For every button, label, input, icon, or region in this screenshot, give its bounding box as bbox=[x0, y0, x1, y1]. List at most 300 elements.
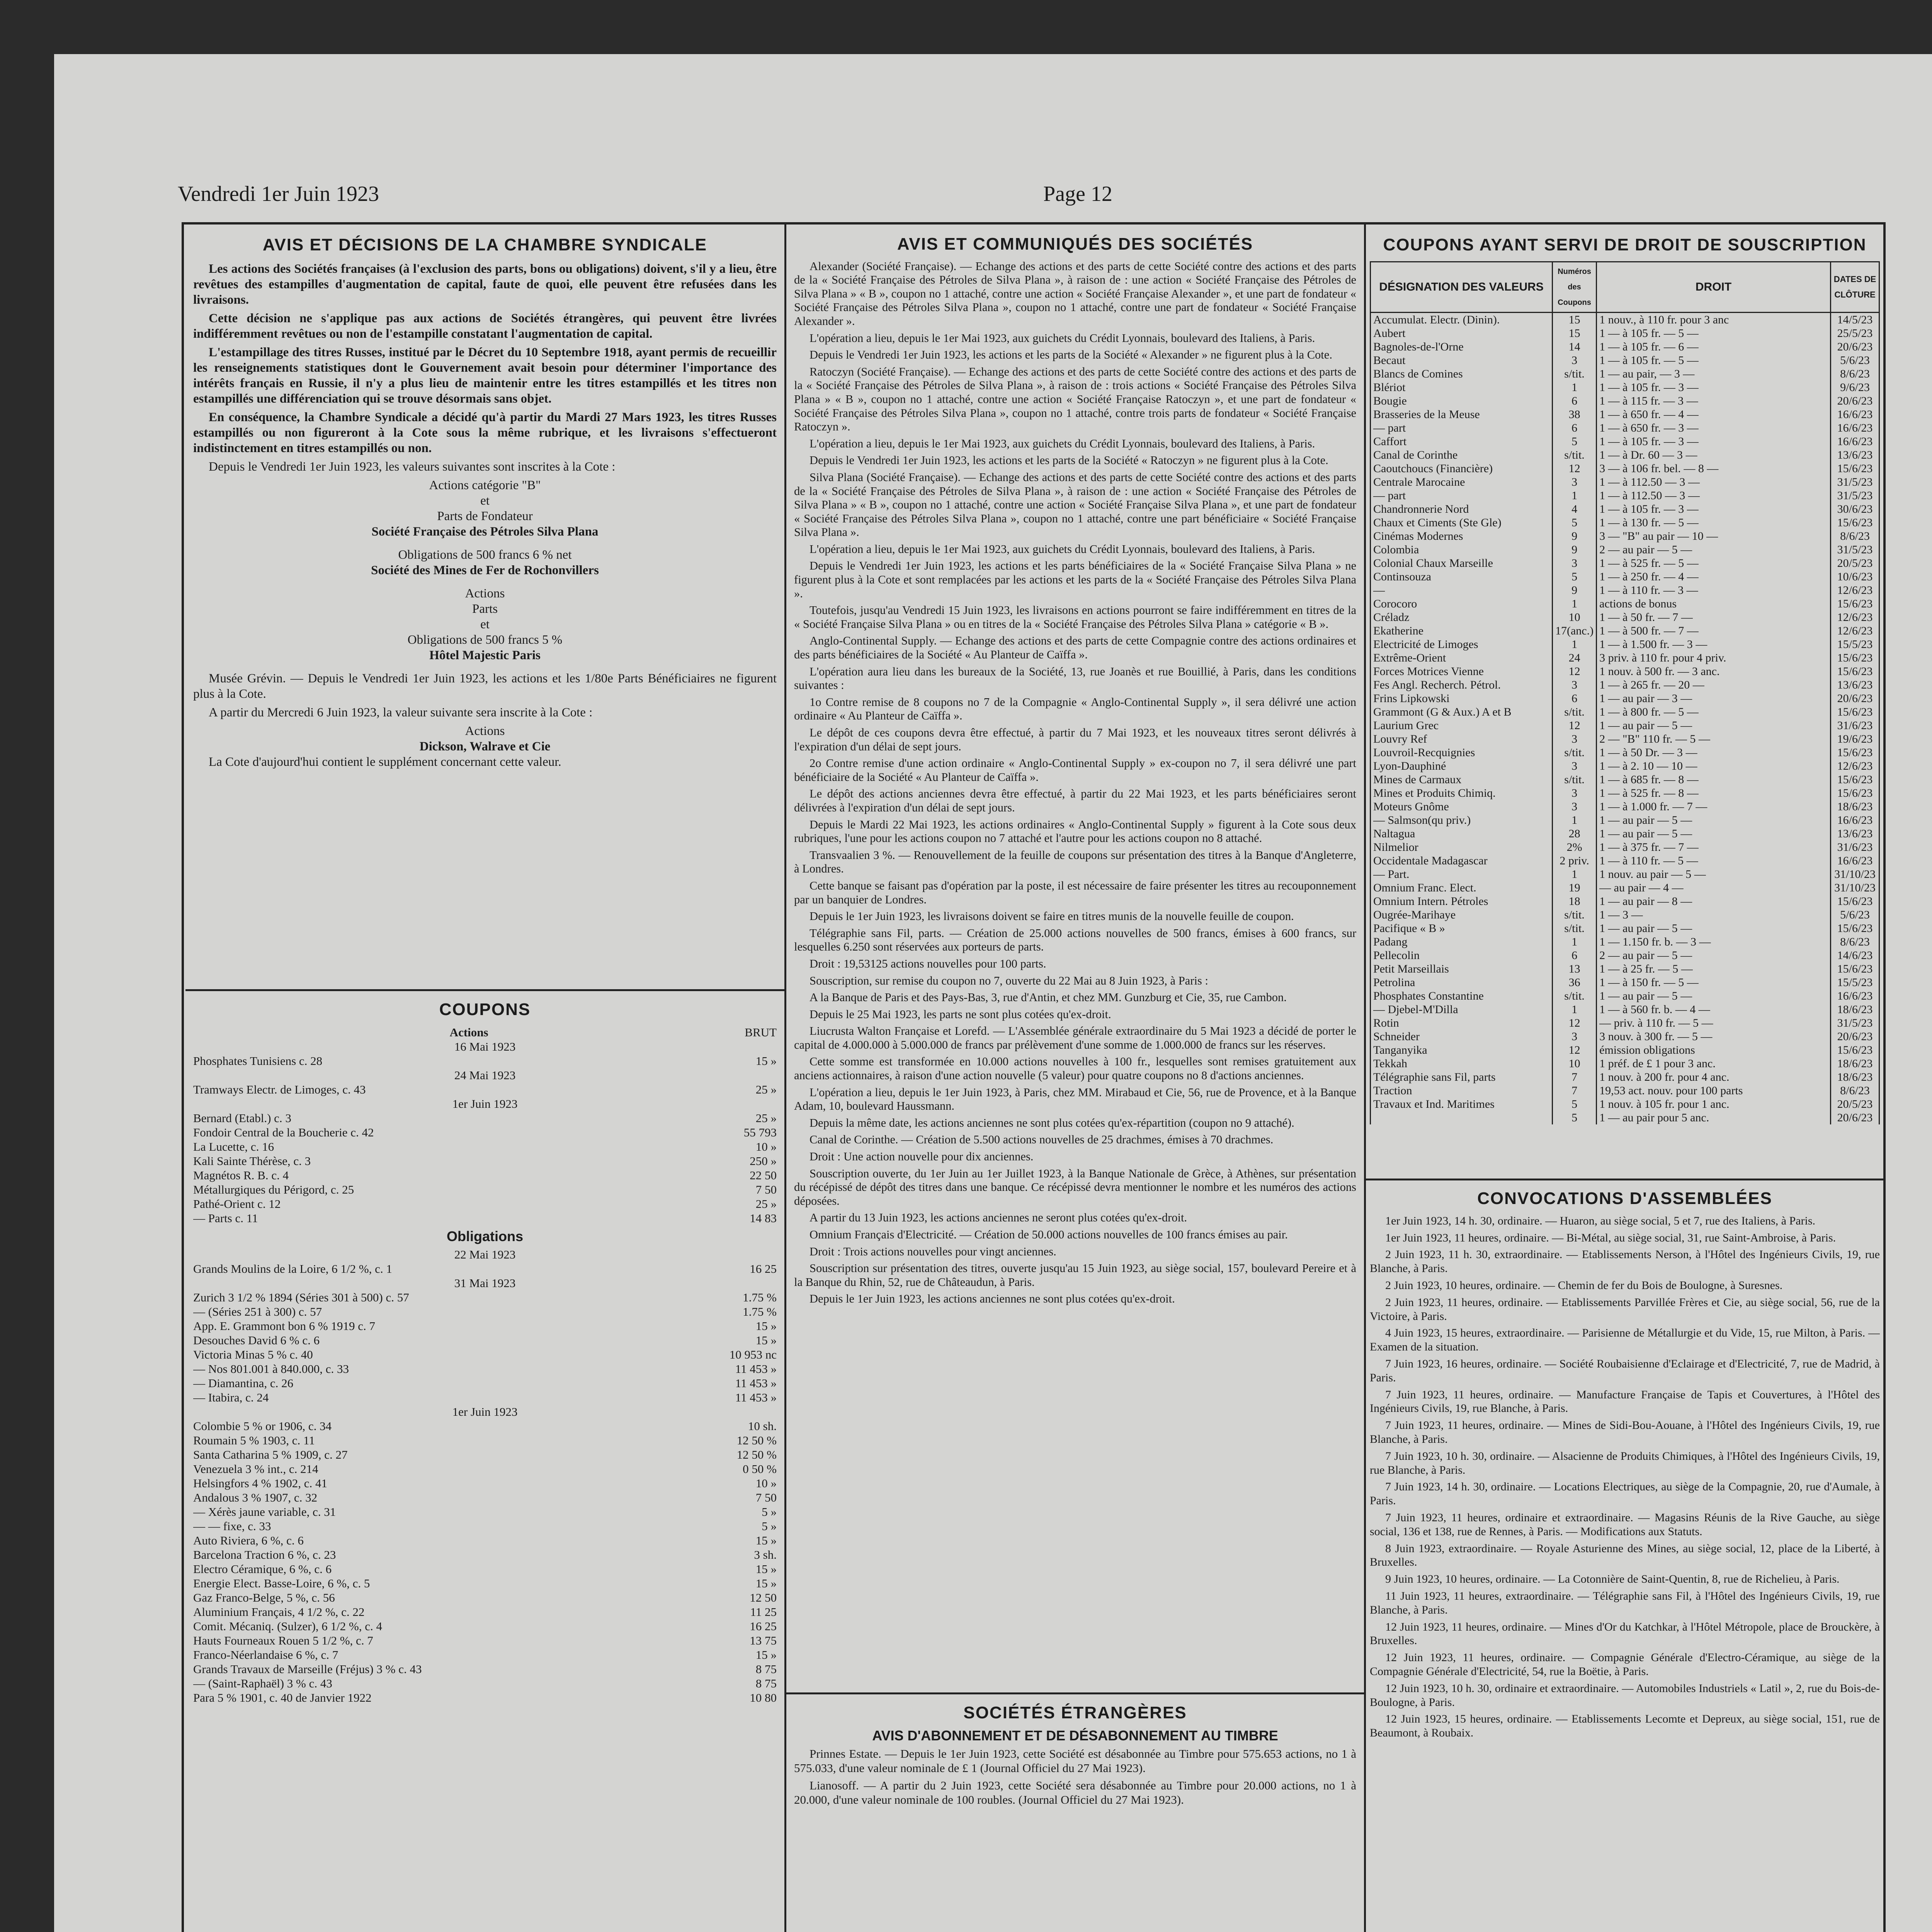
date-line: 1er Juin 1923 bbox=[452, 1097, 518, 1111]
droit-cell: 1 — à 265 fr. — 20 — bbox=[1597, 678, 1831, 692]
coupon-name: Kali Sainte Thérèse, c. 3 bbox=[193, 1154, 311, 1168]
paragraph: Ratoczyn (Société Française). — Echange des actions et des parts de cette Société contre des actions et des parts de la « Société Française des Pétroles de Silva Plana », à raison de : trois actions « Société Française des Pétroles Silva Plana » « B », coupon no 1 attaché, contre une action « Société Française Ratoczyn », et une part de fondateur « Société Française des Pétroles Silva Plana », coupon no 1 attaché, contre trois parts de fondateur « Société Française Ratoczyn ». bbox=[794, 365, 1356, 434]
designation-cell: Pacifique « B » bbox=[1371, 922, 1553, 935]
droit-cell: 1 — au pair — 5 — bbox=[1597, 813, 1831, 827]
conv-rule bbox=[1366, 1179, 1884, 1180]
droit-cell: émission obligations bbox=[1597, 1043, 1831, 1057]
paragraph: Transvaalien 3 %. — Renouvellement de la feuille de coupons sur présentation des titres à la Banque d'Angleterre, à Londres. bbox=[794, 848, 1356, 876]
paragraph: Depuis le 25 Mai 1923, les parts ne sont plus cotées qu'ex-droit. bbox=[810, 1007, 1111, 1021]
designation-cell: Bagnoles-de-l'Orne bbox=[1371, 340, 1553, 354]
centered-line: Actions bbox=[465, 587, 505, 600]
droit-cell: 1 nouv. au pair — 5 — bbox=[1597, 867, 1831, 881]
droit-cell: 1 — à 105 fr. — 5 — bbox=[1597, 327, 1831, 340]
droit-title: COUPONS AYANT SERVI DE DROIT DE SOUSCRIPTION bbox=[1383, 235, 1867, 254]
paragraph: 7 Juin 1923, 11 heures, ordinaire et extraordinaire. — Magasins Réunis de la Rive Gauche, au siège social, 136 et 138, rue de Rennes, à Paris. — Modifications aux Statuts. bbox=[1370, 1511, 1880, 1538]
coupon-name: — Itabira, c. 24 bbox=[193, 1391, 269, 1404]
coupon-row bbox=[193, 1362, 777, 1376]
col-header: DÉSIGNATION DES VALEURS bbox=[1371, 262, 1553, 313]
designation-cell: Omnium Intern. Pétroles bbox=[1371, 895, 1553, 908]
designation-cell: Caoutchoucs (Financière) bbox=[1371, 462, 1553, 475]
date-cell: 8/6/23 bbox=[1831, 935, 1879, 949]
table-row bbox=[1371, 813, 1879, 827]
designation-cell: — part bbox=[1371, 489, 1553, 502]
droit-cell: 19,53 act. nouv. pour 100 parts bbox=[1597, 1084, 1831, 1097]
coupon-amount: 7 50 bbox=[755, 1491, 777, 1504]
coupon-name: La Lucette, c. 16 bbox=[193, 1140, 274, 1153]
table-row bbox=[1371, 1070, 1879, 1084]
header-page: Page 12 bbox=[1043, 182, 1112, 206]
paragraph: Le dépôt des actions anciennes devra être effectué, à partir du 22 Mai 1923, et les parts bénéficiaires seront délivrées à l'expiration d'un délai de sept jours. bbox=[794, 787, 1356, 814]
numero-cell: 3 bbox=[1553, 786, 1597, 800]
numero-cell: 1 bbox=[1553, 638, 1597, 651]
coupon-name: — Xérès jaune variable, c. 31 bbox=[193, 1505, 336, 1519]
table-row bbox=[1371, 421, 1879, 435]
droit-cell: 1 — à 112.50 — 3 — bbox=[1597, 489, 1831, 502]
table-row bbox=[1371, 962, 1879, 976]
numero-cell: 7 bbox=[1553, 1070, 1597, 1084]
table-row bbox=[1371, 1043, 1879, 1057]
paragraph: L'opération aura lieu dans les bureaux de la Société, 13, rue Joanès et rue Bouillié, à Paris, dans les conditions suivantes : bbox=[794, 665, 1356, 692]
convocations-title: CONVOCATIONS D'ASSEMBLÉES bbox=[1477, 1189, 1772, 1208]
coupon-name: App. E. Grammont bon 6 % 1919 c. 7 bbox=[193, 1319, 375, 1333]
designation-cell: Nilmelior bbox=[1371, 840, 1553, 854]
date-cell: 15/6/23 bbox=[1831, 962, 1879, 976]
paragraph: 7 Juin 1923, 14 h. 30, ordinaire. — Locations Electriques, au siège de la Compagnie, 20, rue d'Aumale, à Paris. bbox=[1370, 1480, 1880, 1507]
coupon-row bbox=[193, 1562, 777, 1576]
coupon-amount: 15 » bbox=[755, 1562, 777, 1576]
date-line: 24 Mai 1923 bbox=[454, 1068, 516, 1082]
droit-cell: 1 — à 105 fr. — 3 — bbox=[1597, 502, 1831, 516]
table-row bbox=[1371, 327, 1879, 340]
coupon-name: Helsingfors 4 % 1902, c. 41 bbox=[193, 1476, 327, 1490]
coupon-name: — Nos 801.001 à 840.000, c. 33 bbox=[193, 1362, 349, 1376]
droit-cell: 1 — à 50 fr. — 7 — bbox=[1597, 611, 1831, 624]
numero-cell: 6 bbox=[1553, 949, 1597, 962]
table-row bbox=[1371, 516, 1879, 529]
designation-cell: Moteurs Gnôme bbox=[1371, 800, 1553, 813]
table-row bbox=[1371, 367, 1879, 381]
coupon-name: Energie Elect. Basse-Loire, 6 %, c. 5 bbox=[193, 1577, 370, 1590]
avis-chambre-section bbox=[193, 232, 777, 985]
coupon-row bbox=[193, 1139, 777, 1154]
coupon-name: Barcelona Traction 6 %, c. 23 bbox=[193, 1548, 336, 1561]
centered-line: Société Française des Pétroles Silva Plana bbox=[371, 525, 599, 539]
date-line: 1er Juin 1923 bbox=[452, 1405, 518, 1418]
table-row bbox=[1371, 489, 1879, 502]
paragraph: 2 Juin 1923, 11 heures, ordinaire. — Etablissements Parvillée Frères et Cie, au siège social, 56, rue de la Victoire, à Paris. bbox=[1370, 1296, 1880, 1323]
numero-cell: 1 bbox=[1553, 489, 1597, 502]
coupon-amount: 25 » bbox=[755, 1197, 777, 1211]
coupon-amount: 15 » bbox=[755, 1648, 777, 1662]
communiques-title: AVIS ET COMMUNIQUÉS DES SOCIÉTÉS bbox=[897, 235, 1253, 253]
paragraph: 12 Juin 1923, 10 h. 30, ordinaire et extraordinaire. — Automobiles Industriels « Latil », 2, rue du Bois-de-Boulogne, à Paris. bbox=[1370, 1682, 1880, 1709]
coupon-list bbox=[193, 1054, 777, 1068]
droit-cell: 2 — "B" 110 fr. — 5 — bbox=[1597, 732, 1831, 746]
actions-label: Actions bbox=[449, 1026, 488, 1039]
newspaper-page bbox=[54, 54, 1932, 1932]
coupon-name: Para 5 % 1901, c. 40 de Janvier 1922 bbox=[193, 1691, 372, 1704]
coupon-name: Franco-Néerlandaise 6 %, c. 7 bbox=[193, 1648, 338, 1662]
droit-cell: 1 — au pair — 5 — bbox=[1597, 989, 1831, 1003]
table-row bbox=[1371, 746, 1879, 759]
coupon-list bbox=[193, 1082, 777, 1097]
col-header: DATES DE CLÔTURE bbox=[1831, 262, 1879, 313]
coupon-amount: 15 » bbox=[755, 1319, 777, 1333]
centered-line: et bbox=[480, 617, 490, 631]
droit-cell: 1 — à 525 fr. — 5 — bbox=[1597, 556, 1831, 570]
paragraph: 8 Juin 1923, extraordinaire. — Royale Asturienne des Mines, au siège social, 12, place de la Liberté, à Bruxelles. bbox=[1370, 1542, 1880, 1569]
date-cell: 20/6/23 bbox=[1831, 1030, 1879, 1043]
numero-cell: 14 bbox=[1553, 340, 1597, 354]
date-cell: 12/6/23 bbox=[1831, 611, 1879, 624]
paragraph: Télégraphie sans Fil, parts. — Création de 25.000 actions nouvelles de 500 francs, émises à 600 francs, sur lesquelles 6.250 sont réservées aux porteurs de parts. bbox=[794, 926, 1356, 954]
coupon-name: Hauts Fourneaux Rouen 5 1/2 %, c. 7 bbox=[193, 1634, 373, 1647]
coupon-amount: 11 453 » bbox=[735, 1376, 777, 1390]
date-cell: 9/6/23 bbox=[1831, 381, 1879, 394]
paragraph: L'opération a lieu, depuis le 1er Juin 1923, à Paris, chez MM. Mirabaud et Cie, 56, rue de Provence, et à la Banque Adam, 10, boulevard Haussmann. bbox=[794, 1085, 1356, 1113]
coupon-row bbox=[193, 1476, 777, 1490]
droit-cell: 1 — à 685 fr. — 8 — bbox=[1597, 773, 1831, 786]
brut-label: BRUT bbox=[745, 1026, 777, 1039]
table-row bbox=[1371, 840, 1879, 854]
centered-line: Actions catégorie "B" bbox=[429, 478, 541, 492]
numero-cell: s/tit. bbox=[1553, 922, 1597, 935]
date-cell: 8/6/23 bbox=[1831, 367, 1879, 381]
date-cell: 13/6/23 bbox=[1831, 827, 1879, 840]
numero-cell: 2% bbox=[1553, 840, 1597, 854]
designation-cell: Occidentale Madagascar bbox=[1371, 854, 1553, 867]
table-row bbox=[1371, 949, 1879, 962]
numero-cell: s/tit. bbox=[1553, 908, 1597, 922]
date-cell: 18/6/23 bbox=[1831, 1003, 1879, 1016]
coupon-amount: 14 83 bbox=[750, 1211, 777, 1225]
table-row bbox=[1371, 732, 1879, 746]
droit-cell: 1 — au pair — 3 — bbox=[1597, 692, 1831, 705]
coupon-amount: 12 50 % bbox=[736, 1434, 777, 1447]
designation-cell: Electricité de Limoges bbox=[1371, 638, 1553, 651]
coupon-amount: 10 » bbox=[755, 1140, 777, 1153]
coupon-row bbox=[193, 1447, 777, 1462]
date-cell: 31/6/23 bbox=[1831, 840, 1879, 854]
date-cell: 18/6/23 bbox=[1831, 1057, 1879, 1070]
coupon-name: Fondoir Central de la Boucherie c. 42 bbox=[193, 1126, 374, 1139]
droit-cell: 1 — à 560 fr. b. — 4 — bbox=[1597, 1003, 1831, 1016]
numero-cell: 3 bbox=[1553, 475, 1597, 489]
droit-cell: 1 — au pair — 5 — bbox=[1597, 827, 1831, 840]
numero-cell: 17(anc.) bbox=[1553, 624, 1597, 638]
centered-line: Obligations de 500 francs 6 % net bbox=[398, 548, 572, 562]
communiques-section bbox=[794, 232, 1356, 1689]
designation-cell: Créladz bbox=[1371, 611, 1553, 624]
numero-cell: s/tit. bbox=[1553, 448, 1597, 462]
paragraph: A partir du Mercredi 6 Juin 1923, la valeur suivante sera inscrite à la Cote : bbox=[209, 706, 593, 719]
date-cell: 16/6/23 bbox=[1831, 989, 1879, 1003]
designation-cell: Phosphates Constantine bbox=[1371, 989, 1553, 1003]
droit-cell: 1 — à 105 fr. — 6 — bbox=[1597, 340, 1831, 354]
designation-cell bbox=[1371, 1111, 1553, 1124]
droit-cell: 1 — à 650 fr. — 4 — bbox=[1597, 408, 1831, 421]
table-row bbox=[1371, 665, 1879, 678]
date-cell: 15/6/23 bbox=[1831, 705, 1879, 719]
date-cell: 15/6/23 bbox=[1831, 462, 1879, 475]
designation-cell: Louvry Ref bbox=[1371, 732, 1553, 746]
designation-cell: Travaux et Ind. Maritimes bbox=[1371, 1097, 1553, 1111]
numero-cell: 15 bbox=[1553, 327, 1597, 340]
droit-cell: 1 — à 105 fr. — 3 — bbox=[1597, 435, 1831, 448]
numero-cell: 4 bbox=[1553, 502, 1597, 516]
coupon-row bbox=[193, 1304, 777, 1319]
designation-cell: Aubert bbox=[1371, 327, 1553, 340]
paragraph: Silva Plana (Société Française). — Echange des actions et des parts de cette Société contre des actions et des parts de la « Société Française des Pétroles de Silva Plana », à raison de : une action « Société Française des Pétroles de Silva Plana » « B », coupon no 1 attaché, contre une action « Société Française Silva Plana », et une part de fondateur « Société Française des Pétroles Silva Plana », coupon no 1 attaché, contre une part bénéficiaire « Société Française Silva Plana ». bbox=[794, 470, 1356, 539]
designation-cell: — Salmson(qu priv.) bbox=[1371, 813, 1553, 827]
paragraph: 7 Juin 1923, 11 heures, ordinaire. — Manufacture Française de Tapis et Couvertures, à l'Hôtel des Ingénieurs Civils, 19, rue Blanche, à Paris. bbox=[1370, 1388, 1880, 1415]
numero-cell: 1 bbox=[1553, 597, 1597, 611]
date-cell: 16/6/23 bbox=[1831, 813, 1879, 827]
droit-section bbox=[1370, 232, 1880, 1175]
date-cell: 18/6/23 bbox=[1831, 1070, 1879, 1084]
coupon-list bbox=[193, 1111, 777, 1225]
numero-cell: 3 bbox=[1553, 1030, 1597, 1043]
designation-cell: Blancs de Comines bbox=[1371, 367, 1553, 381]
droit-cell: 1 — à 150 fr. — 5 — bbox=[1597, 976, 1831, 989]
droit-cell: 3 priv. à 110 fr. pour 4 priv. bbox=[1597, 651, 1831, 665]
paragraph: Depuis le Vendredi 1er Juin 1923, les actions et les parts bénéficiaires de la « Société Française Silva Plana » ne figurent plus à la Cote et sont remplacées par les actions et les parts de la « Société Française des Pétroles Silva Plana ». bbox=[794, 559, 1356, 600]
date-cell: 18/6/23 bbox=[1831, 800, 1879, 813]
numero-cell: 36 bbox=[1553, 976, 1597, 989]
date-cell: 10/6/23 bbox=[1831, 570, 1879, 583]
designation-cell: Tekkah bbox=[1371, 1057, 1553, 1070]
coupon-amount: 0 50 % bbox=[743, 1462, 777, 1476]
droit-cell: 1 nouv. à 500 fr. — 3 anc. bbox=[1597, 665, 1831, 678]
droit-cell: 1 — à 800 fr. — 5 — bbox=[1597, 705, 1831, 719]
paragraph: A partir du 13 Juin 1923, les actions anciennes ne seront plus cotées qu'ex-droit. bbox=[810, 1211, 1187, 1225]
coupons-rule bbox=[185, 989, 784, 991]
centered-line: Dickson, Walrave et Cie bbox=[419, 740, 551, 753]
coupon-row bbox=[193, 1648, 777, 1662]
col-header: Numéros des Coupons bbox=[1553, 262, 1597, 313]
coupon-amount: 5 » bbox=[762, 1505, 777, 1519]
paragraph: Depuis le 1er Juin 1923, les livraisons doivent se faire en titres munis de la nouvelle feuille de coupon. bbox=[810, 910, 1294, 923]
designation-cell: Frins Lipkowski bbox=[1371, 692, 1553, 705]
droit-cell: 1 nouv., à 110 fr. pour 3 anc bbox=[1597, 313, 1831, 327]
droit-cell: 1 — à 2. 10 — 10 — bbox=[1597, 759, 1831, 773]
coupon-amount: 7 50 bbox=[755, 1183, 777, 1196]
coupon-list bbox=[193, 1290, 777, 1405]
paragraph: 2o Contre remise d'une action ordinaire « Anglo-Continental Supply » ex-coupon no 7, il sera délivré une part bénéficiaire de la Société « Au Planteur de Caïffa ». bbox=[794, 757, 1356, 784]
paragraph: 12 Juin 1923, 11 heures, ordinaire. — Compagnie Générale d'Electro-Céramique, au siège de la Compagnie Générale d'Electricité, 54, rue la Boëtie, à Paris. bbox=[1370, 1651, 1880, 1678]
table-row bbox=[1371, 502, 1879, 516]
date-cell: 20/6/23 bbox=[1831, 394, 1879, 408]
droit-cell: 1 — à 25 fr. — 5 — bbox=[1597, 962, 1831, 976]
droit-cell: — au pair — 4 — bbox=[1597, 881, 1831, 895]
numero-cell: 10 bbox=[1553, 1057, 1597, 1070]
coupon-name: Electro Céramique, 6 %, c. 6 bbox=[193, 1562, 332, 1576]
designation-cell: Becaut bbox=[1371, 354, 1553, 367]
numero-cell: 1 bbox=[1553, 1003, 1597, 1016]
date-cell: 12/6/23 bbox=[1831, 759, 1879, 773]
numero-cell: 1 bbox=[1553, 935, 1597, 949]
paragraph: L'opération a lieu, depuis le 1er Mai 1923, aux guichets du Crédit Lyonnais, boulevard des Italiens, à Paris. bbox=[810, 437, 1315, 450]
coupon-name: Aluminium Français, 4 1/2 %, c. 22 bbox=[193, 1605, 365, 1619]
droit-cell: 1 — au pair pour 5 anc. bbox=[1597, 1111, 1831, 1124]
table-row bbox=[1371, 976, 1879, 989]
numero-cell: 12 bbox=[1553, 1016, 1597, 1030]
coupon-amount: 250 » bbox=[750, 1154, 777, 1168]
droit-cell: 1 — à 525 fr. — 8 — bbox=[1597, 786, 1831, 800]
droit-cell: 1 — 1.150 fr. b. — 3 — bbox=[1597, 935, 1831, 949]
droit-cell: 1 nouv. à 200 fr. pour 4 anc. bbox=[1597, 1070, 1831, 1084]
coupons-section bbox=[193, 997, 777, 1932]
numero-cell: 5 bbox=[1553, 435, 1597, 448]
numero-cell: 12 bbox=[1553, 462, 1597, 475]
table-row bbox=[1371, 313, 1879, 327]
designation-cell: Chandronnerie Nord bbox=[1371, 502, 1553, 516]
paragraph: Souscription, sur remise du coupon no 7, ouverte du 22 Mai au 8 Juin 1923, à Paris : bbox=[810, 974, 1208, 987]
table-row bbox=[1371, 529, 1879, 543]
droit-cell: — priv. à 110 fr. — 5 — bbox=[1597, 1016, 1831, 1030]
paragraph: 1er Juin 1923, 14 h. 30, ordinaire. — Huaron, au siège social, 5 et 7, rue des Italiens, à Paris. bbox=[1385, 1214, 1816, 1227]
coupon-name: Colombie 5 % or 1906, c. 34 bbox=[193, 1419, 332, 1433]
droit-cell: 1 — à 110 fr. — 3 — bbox=[1597, 583, 1831, 597]
paragraph: Cette somme est transformée en 10.000 actions nouvelles à 100 fr., lesquelles sont remises gratuitement aux anciens actionnaires, à raison d'une action nouvelle (5 valeur) pour quatre coupons no 8 d'actions anciennes. bbox=[794, 1055, 1356, 1082]
table-row bbox=[1371, 854, 1879, 867]
date-cell: 16/6/23 bbox=[1831, 435, 1879, 448]
droit-cell: 1 — à 110 fr. — 5 — bbox=[1597, 854, 1831, 867]
coupon-row bbox=[193, 1347, 777, 1362]
date-line: 16 Mai 1923 bbox=[454, 1040, 516, 1053]
designation-cell: — Part. bbox=[1371, 867, 1553, 881]
table-row bbox=[1371, 583, 1879, 597]
designation-cell: Petit Marseillais bbox=[1371, 962, 1553, 976]
droit-cell: 1 — au pair, — 3 — bbox=[1597, 367, 1831, 381]
numero-cell: 38 bbox=[1553, 408, 1597, 421]
table-row bbox=[1371, 881, 1879, 895]
paragraph: 7 Juin 1923, 16 heures, ordinaire. — Société Roubaisienne d'Eclairage et d'Electricité, 7, rue de Madrid, à Paris. bbox=[1370, 1357, 1880, 1384]
coupons-title: COUPONS bbox=[439, 1000, 531, 1019]
paragraph: Prinnes Estate. — Depuis le 1er Juin 1923, cette Société est désabonnée au Timbre pour 575.653 actions, no 1 à 575.033, d'une valeur nominale de £ 1 (Journal Officiel du 27 Mai 1923). bbox=[794, 1747, 1356, 1775]
coupon-row bbox=[193, 1662, 777, 1676]
paragraph: 2 Juin 1923, 11 h. 30, extraordinaire. — Etablissements Nerson, à l'Hôtel des Ingénieurs Civils, 19, rue Blanche, à Paris. bbox=[1370, 1248, 1880, 1275]
coupon-row bbox=[193, 1676, 777, 1690]
designation-cell: Ougrée-Marihaye bbox=[1371, 908, 1553, 922]
date-cell: 30/6/23 bbox=[1831, 502, 1879, 516]
table-row bbox=[1371, 1111, 1879, 1124]
coupon-amount: 16 25 bbox=[750, 1619, 777, 1633]
designation-cell: — bbox=[1371, 583, 1553, 597]
designation-cell: Naltagua bbox=[1371, 827, 1553, 840]
numero-cell: 3 bbox=[1553, 556, 1597, 570]
droit-cell: 1 — à 375 fr. — 7 — bbox=[1597, 840, 1831, 854]
date-cell: 8/6/23 bbox=[1831, 529, 1879, 543]
paragraph: Toutefois, jusqu'au Vendredi 15 Juin 1923, les livraisons en actions pourront se faire indifféremment en titres de la « Société Française Silva Plana » ou en titres de la « Société Française des Pétroles Silva Plana » catégorie « B ». bbox=[794, 604, 1356, 631]
coupon-row bbox=[193, 1054, 777, 1068]
coupon-amount: 5 » bbox=[762, 1519, 777, 1533]
date-cell: 31/10/23 bbox=[1831, 881, 1879, 895]
designation-cell: Colonial Chaux Marseille bbox=[1371, 556, 1553, 570]
coupon-row bbox=[193, 1168, 777, 1182]
coupon-name: — — fixe, c. 33 bbox=[193, 1519, 271, 1533]
designation-cell: Brasseries de la Meuse bbox=[1371, 408, 1553, 421]
coupon-list bbox=[193, 1262, 777, 1276]
droit-cell: 1 nouv. à 105 fr. pour 1 anc. bbox=[1597, 1097, 1831, 1111]
date-cell: 12/6/23 bbox=[1831, 624, 1879, 638]
coupon-row bbox=[193, 1433, 777, 1447]
date-cell: 20/6/23 bbox=[1831, 692, 1879, 705]
coupon-amount: 8 75 bbox=[755, 1677, 777, 1690]
etrangeres-subtitle: AVIS D'ABONNEMENT ET DE DÉSABONNEMENT AU TIMBRE bbox=[872, 1728, 1278, 1743]
date-cell: 20/6/23 bbox=[1831, 340, 1879, 354]
numero-cell: s/tit. bbox=[1553, 367, 1597, 381]
designation-cell: Grammont (G & Aux.) A et B bbox=[1371, 705, 1553, 719]
numero-cell: 5 bbox=[1553, 516, 1597, 529]
table-row bbox=[1371, 638, 1879, 651]
date-cell: 20/5/23 bbox=[1831, 1097, 1879, 1111]
coupon-name: — (Séries 251 à 300) c. 57 bbox=[193, 1305, 322, 1318]
date-cell: 19/6/23 bbox=[1831, 732, 1879, 746]
numero-cell: 1 bbox=[1553, 381, 1597, 394]
numero-cell: 3 bbox=[1553, 800, 1597, 813]
centered-line: Actions bbox=[465, 724, 505, 738]
paragraph: Souscription sur présentation des titres, ouverte jusqu'au 15 Juin 1923, au siège social, 157, boulevard Pereire et à la Banque du Rhin, 52, rue de Châteaudun, à Paris. bbox=[794, 1262, 1356, 1289]
paragraph: 9 Juin 1923, 10 heures, ordinaire. — La Cotonnière de Saint-Quentin, 8, rue de Richelieu, à Paris. bbox=[1385, 1573, 1840, 1586]
right-rule bbox=[1883, 222, 1886, 1932]
paragraph: Lianosoff. — A partir du 2 Juin 1923, cette Société sera désabonnée au Timbre pour 20.000 actions, no 1 à 20.000, d'une valeur nominale de 100 roubles. (Journal Officiel du 27 Mai 1923). bbox=[794, 1779, 1356, 1806]
coupon-amount: 25 » bbox=[755, 1083, 777, 1096]
droit-cell: 1 — à 105 fr. — 5 — bbox=[1597, 354, 1831, 367]
designation-cell: Omnium Franc. Elect. bbox=[1371, 881, 1553, 895]
coupon-name: Victoria Minas 5 % c. 40 bbox=[193, 1348, 313, 1361]
convocations-section bbox=[1370, 1186, 1880, 1932]
droit-cell: 3 nouv. à 300 fr. — 5 — bbox=[1597, 1030, 1831, 1043]
coupon-row bbox=[193, 1262, 777, 1276]
etrangeres-section bbox=[794, 1700, 1356, 1932]
coupon-row bbox=[193, 1182, 777, 1197]
paragraph: La Cote d'aujourd'hui contient le supplément concernant cette valeur. bbox=[209, 755, 561, 769]
table-row bbox=[1371, 1097, 1879, 1111]
date-cell: 20/5/23 bbox=[1831, 556, 1879, 570]
designation-cell: Schneider bbox=[1371, 1030, 1553, 1043]
date-cell: 31/6/23 bbox=[1831, 719, 1879, 732]
coupon-row bbox=[193, 1390, 777, 1405]
paragraph: 1o Contre remise de 8 coupons no 7 de la Compagnie « Anglo-Continental Supply », il sera délivré une action ordinaire « Au Planteur de Caïffa ». bbox=[794, 695, 1356, 723]
droit-cell: actions de bonus bbox=[1597, 597, 1831, 611]
table-row bbox=[1371, 935, 1879, 949]
numero-cell: 5 bbox=[1553, 1111, 1597, 1124]
coupon-amount: 25 » bbox=[755, 1111, 777, 1125]
droit-cell: 1 — à Dr. 60 — 3 — bbox=[1597, 448, 1831, 462]
designation-cell: Rotin bbox=[1371, 1016, 1553, 1030]
paragraph: 2 Juin 1923, 10 heures, ordinaire. — Chemin de fer du Bois de Boulogne, à Suresnes. bbox=[1385, 1279, 1783, 1292]
coupon-row bbox=[193, 1633, 777, 1648]
coupon-amount: 10 80 bbox=[750, 1691, 777, 1704]
coupon-name: Tramways Electr. de Limoges, c. 43 bbox=[193, 1083, 366, 1096]
date-line: 22 Mai 1923 bbox=[454, 1248, 516, 1261]
designation-cell: Blériot bbox=[1371, 381, 1553, 394]
droit-cell: 1 — à 1.000 fr. — 7 — bbox=[1597, 800, 1831, 813]
date-cell: 16/6/23 bbox=[1831, 421, 1879, 435]
coupon-row bbox=[193, 1211, 777, 1225]
designation-cell: Pellecolin bbox=[1371, 949, 1553, 962]
table-row bbox=[1371, 908, 1879, 922]
paragraph: Les actions des Sociétés françaises (à l'exclusion des parts, bons ou obligations) doivent, s'il y a lieu, être revêtues des estampilles d'augmentation de capital, faute de quoi, elle peuvent être refusées dans les livraisons. bbox=[193, 262, 777, 307]
table-row bbox=[1371, 448, 1879, 462]
numero-cell: 12 bbox=[1553, 1043, 1597, 1057]
date-cell: 13/6/23 bbox=[1831, 678, 1879, 692]
date-cell: 13/6/23 bbox=[1831, 448, 1879, 462]
table-row bbox=[1371, 786, 1879, 800]
date-cell: 14/6/23 bbox=[1831, 949, 1879, 962]
coupon-name: Pathé-Orient c. 12 bbox=[193, 1197, 281, 1211]
